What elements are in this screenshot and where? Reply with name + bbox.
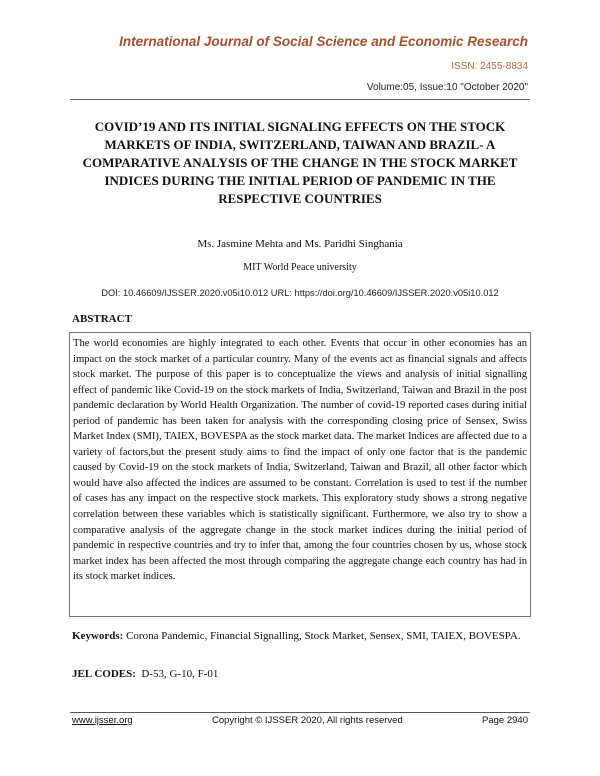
- header-divider: [70, 99, 530, 100]
- copyright: Copyright © IJSSER 2020, All rights reserved: [211, 715, 403, 726]
- keywords-label: Keywords:: [72, 630, 124, 642]
- jel-codes: [72, 668, 218, 680]
- volume-issue: Volume:05, Issue:10 "October 2020": [366, 82, 528, 93]
- journal-name: International Journal of Social Science and Economic Research: [119, 34, 528, 49]
- keywords-list: Corona Pandemic, Financial Signalling, Stock Market, Sensex, SMI, TAIEX, BOVESPA.: [123, 630, 521, 642]
- jel-list: D-53, G-10, F-01: [135, 668, 219, 680]
- site-link[interactable]: www.ijsser.org: [72, 715, 133, 726]
- doi-url[interactable]: DOI: 10.46609/IJSSER.2020.v05i10.012 URL: https://doi.org/10.46609/IJSSER.2020.v05i10.012: [101, 288, 499, 298]
- authors: Ms. Jasmine Mehta and Ms. Paridhi Singhania: [197, 238, 403, 250]
- footer: [72, 715, 528, 726]
- issn: ISSN: 2455-8834: [451, 61, 528, 72]
- abstract-text: The world economies are highly integrated to each other. Events that occur in other economies has an impact on the stock market of a particular country. Many of the events act as financial signals and affects stock market. The purpose of this paper is to conceptualize the views and analysis of initial signalling effect of pandemic like Covid-19 on the stock markets of India, Switzerland, Taiwan and Brazil in the post pandemic declaration by World Health Organization. The number of covid-19 reported cases during initial period of pandemic has been taken for analysis with the corresponding closing price of Sensex, Swiss Market Index (SMI), TAIEX, BOVESPA as the stock market data. The market Indices are affected due to a variety of factors,but the present study aims to find the impact of only one factor that is the pandemic caused by Covid-19 on the stock markets of India, Switzerland, Taiwan and Brazil, all other factor which would have also affected the indices are assumed to be constant. Correlation is used to test if the number of cases has any impact on the respective stock markets. This exploratory study shows a strong negative correlation between these variables which is statistically significant. Furthermore, we also try to show a comparative analysis of the aggregate change in the stock market indices during the initial period of pandemic in respective countries and try to infer that, among the four countries chosen by us, whose stock market index has been affected the most through comparing the aggregate change each country has had in its stock market indices.: [69, 332, 531, 617]
- footer-divider: [70, 712, 530, 713]
- page-number: Page 2940: [482, 715, 528, 726]
- paper-title: COVID’19 AND ITS INITIAL SIGNALING EFFECTS ON THE STOCK MARKETS OF INDIA, SWITZERLAND, TAIWAN AND BRAZIL- A COMPARATIVE ANALYSIS OF THE CHANGE IN THE STOCK MARKET INDICES DURING THE INITIAL PERIOD OF PANDEMIC IN THE RESPECTIVE COUNTRIES: [82, 119, 518, 206]
- jel-label: JEL CODES:: [72, 668, 136, 680]
- abstract-heading: ABSTRACT: [72, 313, 132, 325]
- affiliation: MIT World Peace university: [243, 262, 357, 273]
- keywords: [72, 628, 528, 644]
